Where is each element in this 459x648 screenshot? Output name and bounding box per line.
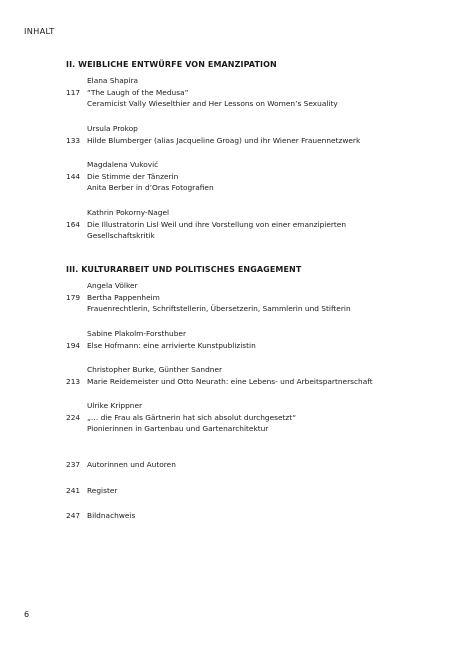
entry-title: Register [87,486,118,495]
entry-page: 213 [66,376,81,386]
entry-author: Angela Völker [87,281,138,290]
running-header: INHALT [24,26,55,36]
section-title-ii: II. WEIBLICHE ENTWÜRFE VON EMANZIPATION [66,60,277,69]
entry-author: Elana Shapira [87,76,139,85]
entry-page: 117 [66,87,81,97]
entry-page: 237 [66,460,81,469]
toc-entry-shapira[interactable] [66,75,446,110]
toc-entry-krippner[interactable] [66,400,446,435]
entry-title: Die Illustratorin Lisl Weil und ihre Vorstellung von einer emanzipierten [87,219,347,229]
section-title-iii: III. KULTURARBEIT UND POLITISCHES ENGAGEMENT [66,265,302,274]
toc-entry-bildnachweis[interactable] [66,510,446,522]
toc-entry-pokorny-nagel[interactable] [66,207,446,242]
entry-page: 144 [66,171,81,181]
entry-subtitle: Frauenrechtlerin, Schriftstellerin, Übersetzerin, Sammlerin und Stifterin [87,304,351,314]
entry-author: Christopher Burke, Günther Sandner [87,365,223,374]
entry-author: Sabine Plakolm-Forsthuber [87,329,186,338]
entry-subtitle: Pionierinnen in Gartenbau und Gartenarchitektur [87,424,269,434]
toc-entry-vukovic[interactable] [66,159,446,194]
toc-entry-autorinnen[interactable] [66,459,446,471]
toc-entry-register[interactable] [66,485,446,497]
entry-author: Ulrike Krippner [87,401,143,410]
toc-entry-voelker[interactable] [66,280,446,315]
entry-subtitle: Anita Berber in d’Oras Fotografien [87,183,214,193]
entry-title: Bertha Pappenheim [87,292,160,302]
entry-title: Hilde Blumberger (alias Jacqueline Groag) und ihr Wiener Frauennetzwerk [87,135,361,145]
entry-author: Ursula Prokop [87,124,138,133]
entry-page: 247 [66,511,81,520]
entry-page: 133 [66,135,81,145]
toc-entry-plakolm-forsthuber[interactable] [66,328,446,351]
entry-page: 179 [66,292,81,302]
entry-title: Die Stimme der Tänzerin [87,171,179,181]
toc-entry-burke-sandner[interactable] [66,364,446,387]
entry-title: Else Hofmann: eine arrivierte Kunstpublizistin [87,340,256,350]
entry-author: Kathrin Pokorny-Nagel [87,208,170,217]
entry-title: „… die Frau als Gärtnerin hat sich absolut durchgesetzt“ [87,412,297,422]
entry-author: Magdalena Vuković [87,160,159,169]
entry-page: 164 [66,219,81,229]
entry-page: 224 [66,412,81,422]
entry-page: 194 [66,340,81,350]
entry-title: Autorinnen und Autoren [87,460,176,469]
page-number: 6 [24,610,30,619]
toc-entry-prokop[interactable] [66,123,446,146]
entry-title: Bildnachweis [87,511,136,520]
entry-title: Marie Reidemeister und Otto Neurath: eine Lebens- und Arbeitspartnerschaft [87,376,373,386]
entry-subtitle: Ceramicist Vally Wieselthier and Her Lessons on Women’s Sexuality [87,99,338,109]
entry-title: “The Laugh of the Medusa” [87,87,189,97]
entry-subtitle: Gesellschaftskritik [87,231,155,241]
entry-page: 241 [66,486,81,495]
